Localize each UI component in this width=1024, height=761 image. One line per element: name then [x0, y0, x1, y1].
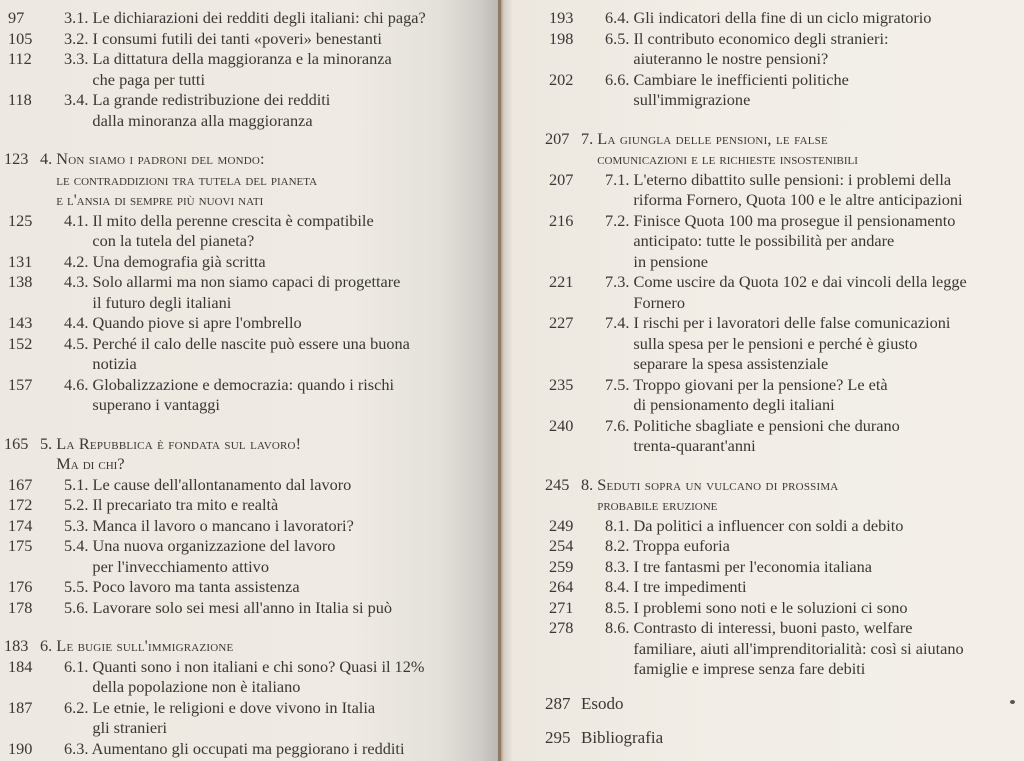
entry-title: Aumentano gli occupati ma peggiorano i redditi	[91, 738, 405, 758]
page-number: 227	[549, 313, 574, 332]
page-number: 118	[8, 90, 32, 109]
section-number: 8.	[581, 474, 594, 494]
toc-section	[0, 657, 490, 698]
entry-title: Una nuova organizzazione del lavoro	[92, 536, 336, 555]
ink-speck	[1010, 700, 1015, 704]
entry-text	[581, 728, 1024, 749]
toc-section	[541, 375, 1024, 416]
section-number: 4.1.	[64, 210, 89, 230]
entry-title-continued: separare la spesa assistenziale	[633, 354, 829, 373]
entry-text	[52, 495, 490, 516]
entry-text	[52, 698, 490, 739]
page-number: 235	[549, 374, 574, 394]
toc-section	[0, 272, 490, 313]
toc-section	[0, 536, 490, 577]
section-number: 3.2.	[64, 28, 89, 48]
entry-text	[593, 8, 1024, 29]
page-number: 271	[549, 597, 574, 617]
entry-title: Quanti sono i non italiani e chi sono? Quasi il 12%	[92, 656, 425, 676]
entry-title-continued: aiuteranno le nostre pensioni?	[633, 49, 829, 68]
entry-title: Lavorare solo sei mesi all'anno in Italia si può	[92, 597, 393, 617]
entry-title: I consumi futili dei tanti «poveri» benestanti	[92, 28, 382, 48]
entry-text	[593, 170, 1024, 211]
page-number: 221	[549, 272, 574, 291]
section-number: 5.4.	[64, 536, 89, 555]
toc-section	[0, 698, 490, 739]
entry-text	[52, 739, 490, 760]
section-number: 6.5.	[605, 28, 630, 48]
entry-title: Le cause dell'allontanamento dal lavoro	[92, 474, 352, 494]
toc-section	[0, 495, 490, 516]
section-number: 8.2.	[605, 536, 630, 555]
section-number: 5.2.	[64, 495, 89, 514]
toc-section	[541, 536, 1024, 557]
entry-title-continued: di pensionamento degli italiani	[633, 395, 835, 414]
entry-title: Troppa euforia	[633, 536, 730, 555]
toc-section	[541, 313, 1024, 375]
toc-section	[541, 416, 1024, 457]
page-number: 259	[549, 556, 574, 576]
page-number: 207	[545, 128, 570, 148]
entry-text	[52, 577, 490, 598]
entry-text	[581, 475, 1024, 516]
toc-section	[0, 29, 490, 50]
section-number: 8.1.	[605, 515, 630, 535]
entry-title: Gli indicatori della fine di un ciclo migratorio	[633, 8, 932, 27]
toc-section	[0, 90, 490, 131]
entry-title: L'eterno dibattito sulle pensioni: i problemi della	[633, 169, 952, 189]
toc-section	[541, 29, 1024, 70]
toc-section	[0, 375, 490, 416]
page-number: 174	[8, 515, 33, 535]
toc-section	[541, 211, 1024, 273]
toc-section	[541, 272, 1024, 313]
section-number: 4.2.	[64, 251, 89, 271]
toc-section	[0, 334, 490, 375]
page-number: 105	[8, 28, 33, 48]
entry-title: Le dichiarazioni dei redditi degli italiani: chi paga?	[92, 8, 426, 27]
entry-title: Esodo	[581, 693, 624, 713]
section-number: 7.	[581, 128, 594, 148]
entry-text	[581, 694, 1024, 715]
entry-title-continued: comunicazioni e le richieste insostenibili	[597, 149, 858, 168]
page-number: 143	[8, 313, 33, 332]
entry-title-continued: in pensione	[633, 251, 709, 271]
page-number: 216	[549, 210, 574, 230]
entry-text	[52, 29, 490, 50]
entry-title: La giungla delle pensioni, le false	[597, 128, 828, 148]
page-number: 172	[8, 495, 33, 514]
entry-title-continued: anticipato: tutte le possibilità per andare	[633, 231, 895, 250]
entry-title: Le bugie sull'immigrazione	[56, 636, 234, 655]
entry-title-continued: che paga per tutti	[92, 69, 205, 89]
toc-chapter	[0, 636, 490, 657]
page-number: 264	[549, 577, 574, 596]
entry-title: Solo allarmi ma non siamo capaci di progettare	[92, 272, 401, 291]
entry-title: Bibliografia	[581, 728, 664, 747]
toc-right	[541, 8, 1024, 749]
entry-title: Politiche sbagliate e pensioni che durano	[633, 415, 900, 435]
section-number: 6.1.	[64, 656, 89, 676]
entry-title: I problemi sono noti e le soluzioni ci sono	[633, 597, 908, 617]
page-number: 131	[8, 251, 33, 271]
toc-section	[0, 577, 490, 598]
entry-text	[52, 211, 490, 252]
section-number: 6.2.	[64, 697, 89, 717]
entry-text	[52, 252, 490, 273]
section-number: 6.4.	[605, 8, 630, 27]
section-number: 7.1.	[605, 169, 630, 189]
entry-title: Una demografia già scritta	[92, 251, 266, 271]
entry-title-continued: dalla minoranza alla maggioranza	[92, 110, 313, 130]
page-number: 198	[549, 28, 574, 48]
section-number: 5.5.	[64, 577, 89, 596]
toc-left	[0, 8, 490, 759]
section-number: 6.	[40, 636, 53, 655]
toc-section	[541, 598, 1024, 619]
page-number: 152	[8, 333, 33, 353]
entry-title: I tre impedimenti	[633, 577, 747, 596]
entry-title: Seduti sopra un vulcano di prossima	[597, 474, 839, 494]
entry-text	[52, 536, 490, 577]
page-number: 207	[549, 169, 574, 189]
entry-title-continued: sulla spesa per le pensioni e perché è giusto	[633, 333, 918, 353]
toc-section	[541, 618, 1024, 680]
page-number: 287	[545, 693, 571, 713]
page-number: 245	[545, 474, 570, 494]
toc-section	[0, 475, 490, 496]
page-number: 254	[549, 536, 574, 555]
page-number: 190	[8, 738, 33, 758]
page-number: 97	[8, 8, 25, 27]
page-number: 178	[8, 597, 33, 617]
entry-title-continued: sull'immigrazione	[633, 90, 751, 109]
entry-title: Da politici a influencer con soldi a debito	[633, 515, 904, 535]
entry-text	[52, 475, 490, 496]
entry-title: Quando piove si apre l'ombrello	[92, 313, 302, 332]
entry-text	[52, 313, 490, 334]
page-number: 183	[4, 636, 29, 655]
entry-title-continued: della popolazione non è italiano	[92, 677, 301, 696]
entry-text	[593, 313, 1024, 375]
section-number: 8.6.	[605, 618, 630, 637]
entry-title-continued: familiare, aiuti all'imprenditorialità: così si aiutano	[633, 638, 964, 658]
entry-title-continued: per l'invecchiamento attivo	[92, 556, 269, 576]
section-number: 5.3.	[64, 515, 89, 535]
entry-title: Finisce Quota 100 ma prosegue il pensionamento	[633, 210, 956, 230]
entry-text	[52, 49, 490, 90]
entry-text	[581, 129, 1024, 170]
section-number: 6.3.	[64, 738, 89, 758]
entry-title: I tre fantasmi per l'economia italiana	[633, 556, 872, 576]
entry-title-continued: con la tutela del pianeta?	[92, 231, 255, 250]
entry-title-continued: trenta-quarant'anni	[633, 436, 756, 455]
entry-title-continued: famiglie e imprese senza fare debiti	[633, 659, 866, 678]
entry-title-continued: riforma Fornero, Quota 100 e le altre anticipazioni	[633, 190, 963, 209]
left-page	[0, 0, 500, 761]
page-number: 157	[8, 374, 33, 394]
toc-chapter	[0, 434, 490, 475]
section-number: 7.3.	[605, 272, 630, 291]
section-number: 6.6.	[605, 69, 630, 89]
page-number: 240	[549, 415, 574, 435]
section-number: 7.5.	[605, 374, 630, 394]
section-number: 5.6.	[64, 597, 89, 617]
entry-text	[52, 90, 490, 131]
entry-text	[52, 516, 490, 537]
entry-text	[52, 375, 490, 416]
toc-backmatter	[541, 728, 1024, 749]
entry-text	[593, 577, 1024, 598]
section-number: 7.4.	[605, 313, 630, 332]
toc-section	[541, 70, 1024, 111]
entry-title: Globalizzazione e democrazia: quando i rischi	[92, 374, 395, 394]
toc-section	[0, 598, 490, 619]
toc-chapter	[541, 475, 1024, 516]
entry-title-continued: notizia	[92, 354, 137, 373]
section-number: 8.4.	[605, 577, 630, 596]
entry-title: Manca il lavoro o mancano i lavoratori?	[92, 515, 354, 535]
page-number: 176	[8, 577, 33, 596]
section-number: 3.1.	[64, 8, 89, 27]
page-number: 295	[545, 728, 571, 747]
section-number: 3.3.	[64, 49, 89, 68]
entry-title: Come uscire da Quota 102 e dai vincoli della legge	[633, 272, 967, 291]
entry-title: I rischi per i lavoratori delle false comunicazioni	[633, 313, 951, 332]
page-number: 193	[549, 8, 574, 27]
entry-text	[593, 211, 1024, 273]
section-number: 4.6.	[64, 374, 89, 394]
entry-title-continued: il futuro degli italiani	[92, 292, 232, 312]
entry-text	[52, 8, 490, 29]
page-number: 175	[8, 536, 33, 555]
page-number: 184	[8, 656, 33, 676]
toc-section	[0, 8, 490, 29]
entry-text	[593, 70, 1024, 111]
entry-text	[593, 618, 1024, 680]
toc-section	[541, 170, 1024, 211]
entry-title: La grande redistribuzione dei redditi	[92, 90, 331, 109]
section-number: 5.1.	[64, 474, 89, 494]
toc-section	[0, 49, 490, 90]
entry-text	[593, 416, 1024, 457]
entry-title: Il precariato tra mito e realtà	[92, 495, 279, 514]
toc-section	[0, 211, 490, 252]
page-number: 123	[4, 149, 29, 168]
page-number: 125	[8, 210, 33, 230]
entry-text	[593, 536, 1024, 557]
entry-title-continued: probabile eruzione	[597, 495, 718, 514]
entry-title-continued: gli stranieri	[92, 718, 168, 737]
entry-title: Non siamo i padroni del mondo:	[56, 149, 265, 168]
section-number: 4.5.	[64, 333, 89, 353]
toc-section	[0, 516, 490, 537]
page-number: 138	[8, 272, 33, 291]
entry-title: Cambiare le inefficienti politiche	[633, 69, 849, 89]
entry-text	[593, 375, 1024, 416]
entry-title: Troppo giovani per la pensione? Le età	[633, 374, 888, 394]
section-number: 8.3.	[605, 556, 630, 576]
toc-section	[0, 313, 490, 334]
section-number: 7.2.	[605, 210, 630, 230]
entry-title: Perché il calo delle nascite può essere una buona	[92, 333, 410, 353]
toc-section	[541, 577, 1024, 598]
entry-text	[52, 598, 490, 619]
page-number: 112	[8, 49, 32, 68]
section-number: 4.	[40, 149, 53, 168]
entry-text	[52, 334, 490, 375]
entry-title-continued: Fornero	[633, 292, 685, 312]
section-number: 3.4.	[64, 90, 89, 109]
section-number: 4.4.	[64, 313, 89, 332]
entry-text	[593, 272, 1024, 313]
entry-text	[40, 434, 490, 475]
toc-chapter	[541, 129, 1024, 170]
entry-title: Contrasto di interessi, buoni pasto, welfare	[633, 618, 913, 637]
section-number: 7.6.	[605, 415, 630, 435]
page-number: 165	[4, 433, 29, 453]
entry-text	[52, 657, 490, 698]
section-number: 5.	[40, 433, 53, 453]
toc-section	[0, 252, 490, 273]
entry-title-continued: Ma di chi?	[56, 454, 125, 473]
toc-section	[541, 8, 1024, 29]
entry-title: La dittatura della maggioranza e la minoranza	[92, 49, 392, 68]
entry-text	[40, 149, 490, 211]
entry-text	[40, 636, 490, 657]
page-number: 249	[549, 515, 574, 535]
entry-title: La Repubblica è fondata sul lavoro!	[56, 433, 302, 453]
right-page	[501, 0, 1024, 761]
toc-chapter	[0, 149, 490, 211]
entry-text	[593, 29, 1024, 70]
section-number: 4.3.	[64, 272, 89, 291]
entry-text	[593, 598, 1024, 619]
page-number: 278	[549, 618, 574, 637]
entry-text	[593, 516, 1024, 537]
entry-text	[52, 272, 490, 313]
entry-text	[593, 557, 1024, 578]
section-number: 8.5.	[605, 597, 630, 617]
entry-title: Il contributo economico degli stranieri:	[633, 28, 889, 48]
page-number: 202	[549, 69, 574, 89]
entry-title: Poco lavoro ma tanta assistenza	[92, 577, 300, 596]
toc-section	[541, 516, 1024, 537]
entry-title: Il mito della perenne crescita è compatibile	[92, 210, 374, 230]
entry-title: Le etnie, le religioni e dove vivono in Italia	[92, 697, 376, 717]
page-number: 187	[8, 697, 33, 717]
entry-title-continued: le contraddizioni tra tutela del pianeta	[56, 169, 318, 189]
entry-title-continued: superano i vantaggi	[92, 395, 220, 414]
page-number: 167	[8, 474, 33, 494]
toc-backmatter	[541, 694, 1024, 715]
toc-section	[0, 739, 490, 760]
entry-title-continued: e l'ansia di sempre più nuovi nati	[56, 190, 264, 209]
toc-section	[541, 557, 1024, 578]
